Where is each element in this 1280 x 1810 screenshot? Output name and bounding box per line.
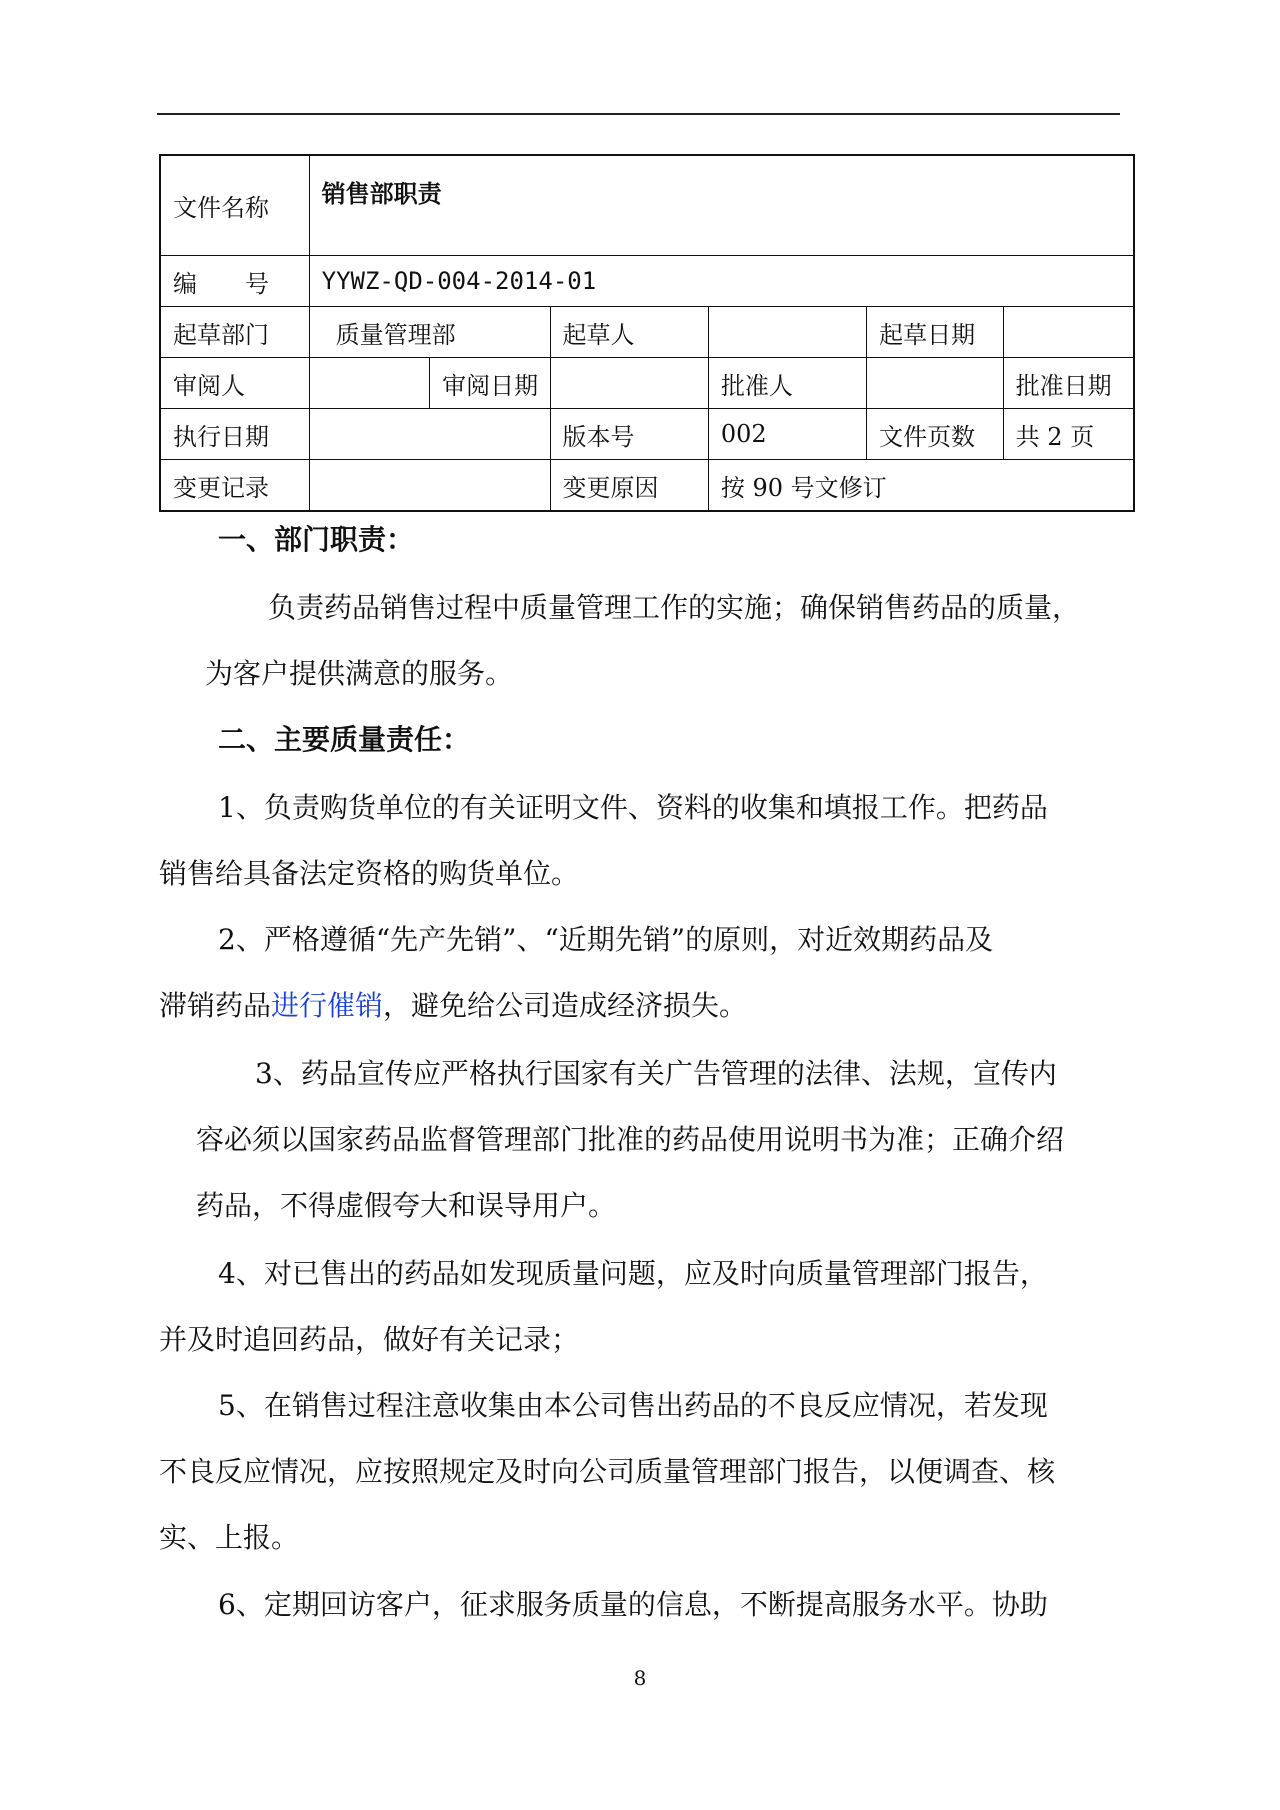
number-label: 编 号 (160, 256, 309, 307)
item-line: 药品，不得虚假夸大和误导用户。 (196, 1189, 617, 1222)
section2-heading: 二、主要质量责任： (218, 723, 471, 756)
version-label: 版本号 (550, 409, 708, 460)
section1-line: 负责药品销售过程中质量管理工作的实施；确保销售药品的质量， (268, 591, 1081, 624)
item-line: 2、严格遵循“先产先销”、“近期先销”的原则，对近效期药品及 (218, 923, 994, 956)
section1-line: 为客户提供满意的服务。 (205, 657, 514, 690)
item-line (159, 984, 747, 1024)
reviewer-value (309, 358, 429, 409)
change-reason-value: 按 90 号文修订 (708, 460, 1134, 512)
table-row (160, 358, 1134, 409)
change-record-value (309, 460, 550, 512)
change-record-label: 变更记录 (160, 460, 309, 512)
number-value: YYWZ-QD-004-2014-01 (309, 256, 1134, 307)
item-line: 实、上报。 (159, 1521, 300, 1554)
item-line: 不良反应情况，应按照规定及时向公司质量管理部门报告，以便调查、核 (159, 1455, 1056, 1488)
approver-value (867, 358, 1004, 409)
draft-dept-value: 质量管理部 (309, 307, 550, 358)
item-line: 容必须以国家药品监督管理部门批准的药品使用说明书为准；正确介绍 (196, 1123, 1065, 1156)
item-line: 3、药品宣传应严格执行国家有关广告管理的法律、法规，宣传内 (255, 1057, 1057, 1090)
item2-text-b: ，避免给公司造成经济损失。 (383, 989, 748, 1022)
table-row (160, 155, 1134, 256)
item-line: 5、在销售过程注意收集由本公司售出药品的不良反应情况，若发现 (218, 1389, 1048, 1422)
drafter-label: 起草人 (550, 307, 708, 358)
version-value: 002 (708, 409, 866, 460)
exec-date-label: 执行日期 (160, 409, 309, 460)
exec-date-value (309, 409, 550, 460)
table-row (160, 409, 1134, 460)
item-line: 并及时追回药品，做好有关记录； (159, 1323, 580, 1356)
item-line: 销售给具备法定资格的购货单位。 (159, 857, 580, 890)
draft-dept-label: 起草部门 (160, 307, 309, 358)
table-row (160, 256, 1134, 307)
draft-date-value (1003, 307, 1134, 358)
table-row (160, 307, 1134, 358)
section1-heading: 一、部门职责： (218, 523, 415, 556)
approve-date-label: 批准日期 (1003, 358, 1134, 409)
table-row (160, 460, 1134, 512)
item-line: 1、负责购货单位的有关证明文件、资料的收集和填报工作。把药品 (218, 791, 1048, 824)
file-name-value: 销售部职责 (309, 155, 1134, 256)
change-reason-label: 变更原因 (550, 460, 708, 512)
drafter-value (708, 307, 866, 358)
pages-value: 共 2 页 (1003, 409, 1134, 460)
reviewer-label: 审阅人 (160, 358, 309, 409)
item2-text-a: 滞销药品 (159, 989, 272, 1022)
file-name-label: 文件名称 (160, 155, 309, 256)
approver-label: 批准人 (708, 358, 866, 409)
header-rule (157, 113, 1120, 115)
item-line: 6、定期回访客户，征求服务质量的信息，不断提高服务水平。协助 (218, 1588, 1048, 1621)
page-number: 8 (633, 1666, 647, 1690)
review-date-value (550, 358, 708, 409)
pages-label: 文件页数 (867, 409, 1004, 460)
item-line: 4、对已售出的药品如发现质量问题，应及时向质量管理部门报告， (218, 1257, 1048, 1290)
review-date-label: 审阅日期 (430, 358, 550, 409)
promote-sales-link[interactable]: 进行催销 (271, 989, 384, 1022)
document-info-table (159, 154, 1135, 512)
draft-date-label: 起草日期 (867, 307, 1004, 358)
